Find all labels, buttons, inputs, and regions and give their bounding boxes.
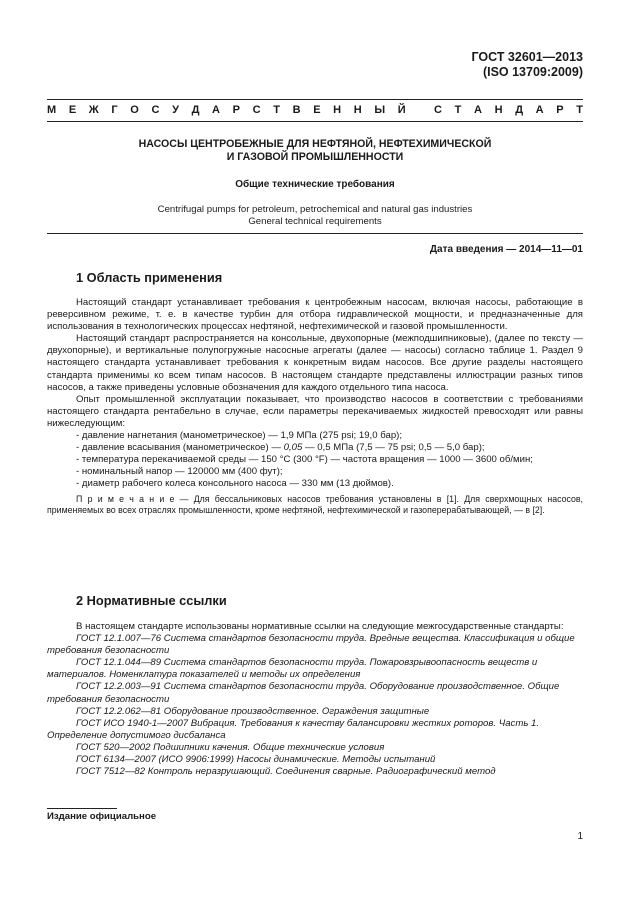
suction-pressure-prefix: - давление всасывания (манометрическое) — [76, 442, 284, 454]
banner-letter: А [474, 104, 482, 116]
interstate-standard-banner [47, 104, 583, 116]
param-temperature: - температура перекачиваемой среды — 150 °C (300 °F) — частота вращения — 1000 — 3600 об/мин; [76, 454, 533, 466]
banner-letter: Й [397, 104, 406, 116]
standard-code-block [471, 50, 583, 80]
standard-code: ГОСТ 32601—2013 [471, 50, 583, 64]
document-subtitle: Общие технические требования [235, 179, 395, 190]
suction-pressure-min: 0,05 [283, 442, 303, 454]
page-number: 1 [577, 831, 583, 842]
banner-letter: Р [232, 104, 240, 116]
reference-item: ГОСТ 12.2.062—81 Оборудование производственное. Ограждения защитные [76, 705, 430, 717]
reference-item: ГОСТ 12.1.044—89 Система стандартов безопасности труда. Пожаровзрывоопасность веществ и материалов. Номенклатура показателей и методы их определения [47, 657, 538, 681]
reference-item: ГОСТ 12.1.007—76 Система стандартов безопасности труда. Вредные вещества. Классификация и общие требования безопасности [47, 633, 575, 657]
banner-letter: Т [454, 104, 462, 116]
section-1-heading: 1 Область применения [76, 270, 223, 285]
section-1-paragraph-1: Настоящий стандарт устанавливает требования к центробежным насосам, включая насосы, работающие в реверсивном режиме, т. е. в качестве турбин для отбора гидравлической мощности, и предназначенные для использования в технологических процессах нефтяной, нефтехимической и газовой промышленности. [47, 297, 583, 333]
date-rule [47, 233, 583, 234]
banner-letter: М [47, 104, 57, 116]
banner-letter: С [252, 104, 261, 116]
section-2-heading: 2 Нормативные ссылки [76, 593, 227, 608]
document-title [47, 138, 583, 164]
banner-letter: С [151, 104, 160, 116]
english-title [47, 204, 583, 228]
official-edition-label: Издание официальное [47, 811, 157, 822]
iso-code: (ISO 13709:2009) [482, 65, 583, 79]
banner-letter: Т [576, 104, 583, 116]
section-1-note: П р и м е ч а н и е — Для бессальниковых насосов требования установлены в [1]. Для сверхмощных насосов, применяемых во всех отраслях промышленности, кроме нефтяной, нефтехимической и газоперерабатывающей, — в [2]. [47, 493, 583, 515]
english-title-line-1: Centrifugal pumps for petroleum, petrochemical and natural gas industries [157, 204, 473, 215]
banner-letter: Р [556, 104, 564, 116]
title-line-1: НАСОСЫ ЦЕНТРОБЕЖНЫЕ ДЛЯ НЕФТЯНОЙ, НЕФТЕХИМИЧЕСКОЙ [138, 138, 492, 150]
english-title-line-2: General technical requirements [248, 216, 382, 227]
param-discharge-pressure: - давление нагнетания (манометрическое) — 1,9 МПа (275 psi; 19,0 бар); [76, 430, 403, 442]
section-1-body [47, 297, 583, 517]
banner-letter: О [130, 104, 139, 116]
reference-item: ГОСТ 7512—82 Контроль неразрушающий. Соединения сварные. Радиографический метод [76, 766, 496, 778]
banner-letter: А [212, 104, 220, 116]
banner-letter: Ж [88, 104, 99, 116]
banner-letter: Е [313, 104, 321, 116]
banner-letter: Н [333, 104, 342, 116]
banner-letter: Н [353, 104, 362, 116]
banner-letter: Д [515, 104, 524, 116]
normative-references [47, 621, 583, 778]
banner-bottom-rule [47, 121, 583, 122]
reference-item: ГОСТ 520—2002 Подшипники качения. Общие технические условия [76, 741, 385, 753]
banner-letter: Г [111, 104, 118, 116]
banner-letter: Д [191, 104, 200, 116]
footer-rule [47, 808, 117, 809]
banner-letter: С [434, 104, 442, 116]
section-1-paragraph-2: Настоящий стандарт распространяется на консольные, двухопорные (межподшипниковые), (далее по тексту — двухопорные), и вертикальные полупогружные насосные агрегаты (далее — насосы) согласно таблице 1. Раздел 9 настоящего стандарта устанавливает требования к конкретным видам насосов. Все другие разделы настоящего стандарта применимы ко всем типам насосов. В настоящем стандарте представлены иллюстрации разных типов насосов, а также приведены условные обозначения для каждого отдельного типа насоса. [47, 333, 583, 393]
banner-letter: Н [494, 104, 503, 116]
param-impeller-diameter: - диаметр рабочего колеса консольного насоса — 330 мм (13 дюймов). [76, 478, 394, 490]
top-rule [47, 99, 583, 100]
banner-letter: В [292, 104, 301, 116]
section-2-intro: В настоящем стандарте использованы нормативные ссылки на следующие межгосударственные стандарты: [76, 621, 564, 632]
banner-letter: Т [273, 104, 280, 116]
banner-letter: У [172, 104, 179, 116]
banner-letter [418, 104, 421, 116]
introduction-date: Дата введения — 2014—11—01 [429, 244, 583, 255]
param-suction-pressure [47, 442, 583, 454]
banner-letter: Ы [374, 104, 386, 116]
banner-letter: Е [68, 104, 77, 116]
reference-item: ГОСТ 12.2.003—91 Система стандартов безопасности труда. Оборудование производственное. Общие требования безопасности [47, 681, 560, 705]
title-line-2: И ГАЗОВОЙ ПРОМЫШЛЕННОСТИ [226, 151, 404, 163]
banner-letter: А [535, 104, 544, 116]
suction-pressure-suffix: — 0,5 МПа (7,5 — 75 psi; 0,5 — 5,0 бар); [302, 442, 485, 454]
section-1-paragraph-3: Опыт промышленной эксплуатации показывает, что производство насосов в соответствии с требованиями настоящего стандарта рентабельно в случае, если параметры перекачиваемых жидкостей превосходят или равны нижеследующим: [47, 393, 583, 429]
reference-item: ГОСТ ИСО 1940-1—2007 Вибрация. Требования к качеству балансировки жестких роторов. Часть 1. Определение допустимого дисбаланса [47, 717, 540, 741]
reference-item: ГОСТ 6134—2007 (ИСО 9906:1999) Насосы динамические. Методы испытаний [76, 754, 436, 766]
param-head: - номинальный напор — 120000 мм (400 фут); [76, 466, 283, 478]
